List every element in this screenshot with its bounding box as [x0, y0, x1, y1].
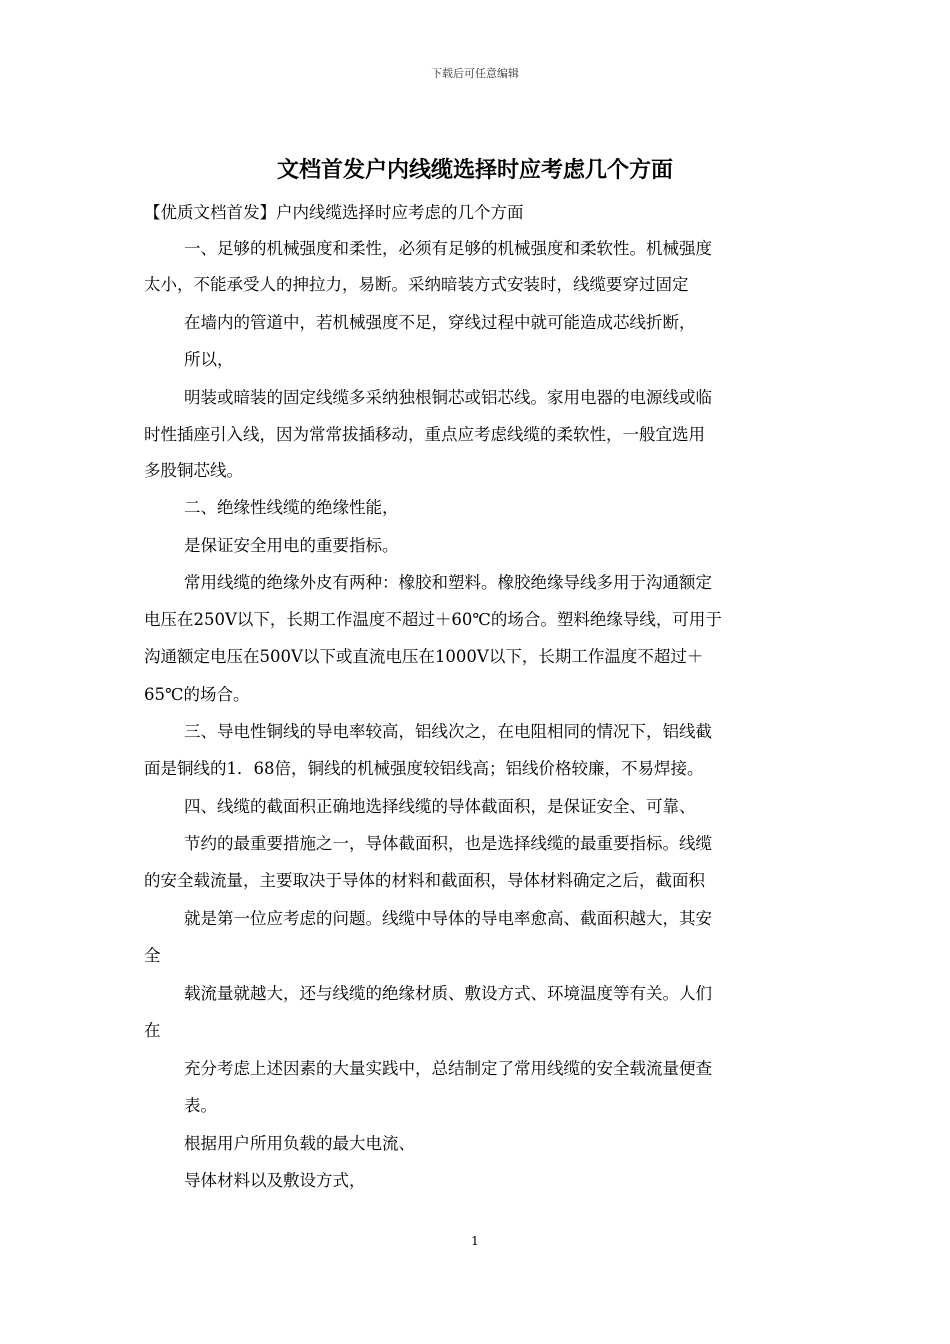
paragraph-line: 四、线缆的截面积正确地选择线缆的导体截面积，是保证安全、可靠、: [184, 797, 696, 816]
paragraph-line: 在墙内的管道中，若机械强度不足，穿线过程中就可能造成芯线折断，: [184, 313, 696, 332]
paragraph-line: 是保证安全用电的重要指标。: [184, 536, 399, 555]
paragraph-line: 面是铜线的1．68倍，铜线的机械强度较铝线高；铝线价格较廉，不易焊接。: [144, 759, 704, 778]
page-number: 1: [471, 1234, 479, 1248]
paragraph-line: 所以，: [184, 350, 234, 369]
paragraph-line: 时性插座引入线，因为常常拔插移动，重点应考虑线缆的柔软性，一般宜选用: [144, 425, 705, 444]
paragraph-line: 就是第一位应考虑的问题。线缆中导体的导电率愈高、截面积越大，其安: [184, 909, 712, 928]
paragraph-line: 电压在250V以下，长期工作温度不超过＋60℃的场合。塑料绝缘导线，可用于: [144, 610, 722, 629]
paragraph-line: 二、绝缘性线缆的绝缘性能，: [184, 498, 399, 517]
paragraph-line: 充分考虑上述因素的大量实践中，总结制定了常用线缆的安全载流量便查: [184, 1059, 712, 1078]
paragraph-line: 节约的最重要措施之一，导体截面积，也是选择线缆的最重要指标。线缆: [184, 834, 712, 853]
document-title: 文档首发户内线缆选择时应考虑几个方面: [276, 157, 673, 183]
paragraph-line: 65℃的场合。: [144, 685, 250, 704]
paragraph-line: 表。: [184, 1096, 217, 1115]
paragraph-line: 明装或暗装的固定线缆多采纳独根铜芯或铝芯线。家用电器的电源线或临: [184, 388, 712, 407]
paragraph-line: 在: [144, 1021, 161, 1040]
paragraph-line: 沟通额定电压在500V以下或直流电压在1000V以下，长期工作温度不超过＋: [144, 647, 704, 666]
paragraph-line: 导体材料以及敷设方式，: [184, 1171, 366, 1190]
paragraph-line: 常用线缆的绝缘外皮有两种：橡胶和塑料。橡胶绝缘导线多用于沟通额定: [184, 573, 712, 592]
paragraph-line: 根据用户所用负载的最大电流、: [184, 1134, 415, 1153]
paragraph-line: 一、足够的机械强度和柔性，必须有足够的机械强度和柔软性。机械强度: [184, 239, 712, 258]
paragraph-line: 多股铜芯线。: [144, 461, 243, 480]
paragraph-line: 的安全载流量，主要取决于导体的材料和截面积，导体材料确定之后，截面积: [144, 871, 705, 890]
paragraph-line: 【优质文档首发】户内线缆选择时应考虑的几个方面: [144, 203, 524, 222]
paragraph-line: 三、导电性铜线的导电率较高，铝线次之，在电阻相同的情况下，铝线截: [184, 722, 712, 741]
paragraph-line: 全: [144, 946, 161, 965]
paragraph-line: 载流量就越大，还与线缆的绝缘材质、敷设方式、环境温度等有关。人们: [184, 984, 712, 1003]
page-header-note: 下载后可任意编辑: [431, 67, 519, 80]
paragraph-line: 太小，不能承受人的抻拉力，易断。采纳暗装方式安装时，线缆要穿过固定: [144, 275, 689, 294]
